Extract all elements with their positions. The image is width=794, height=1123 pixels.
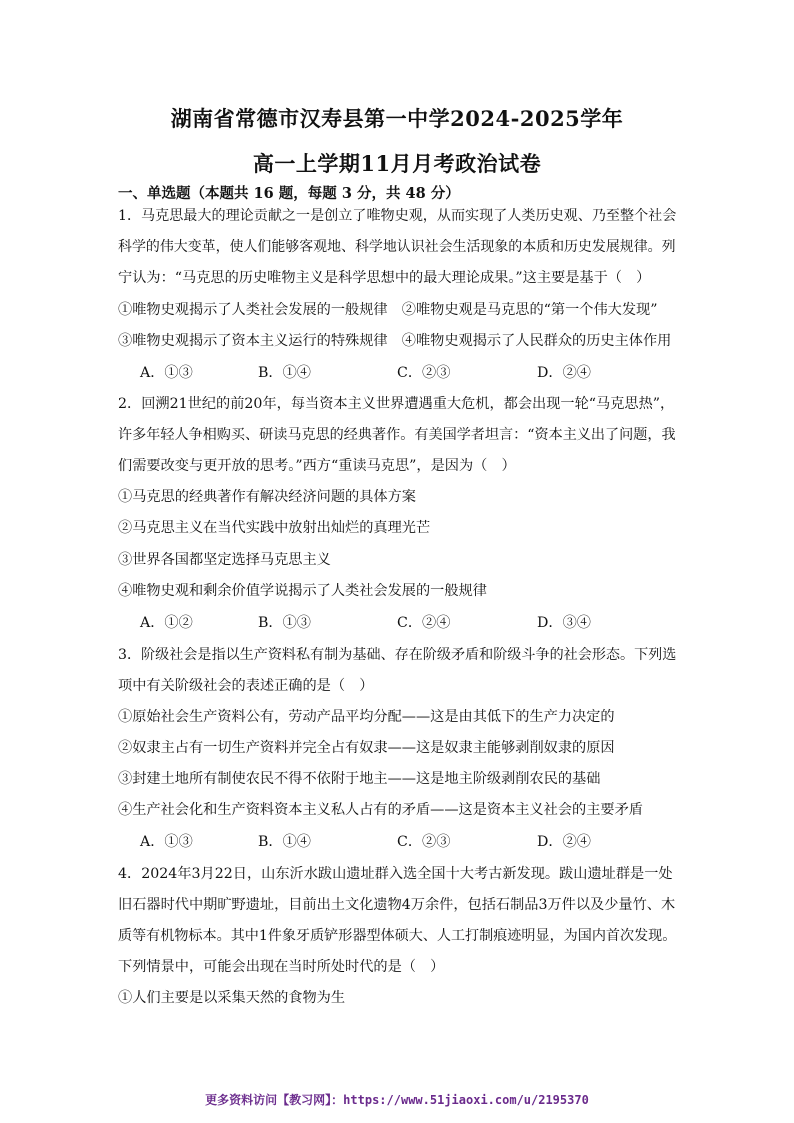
exam-title-line1: 湖南省常德市汉寿县第一中学2024-2025学年 — [170, 106, 624, 131]
option-c: C．②③ — [397, 365, 451, 381]
option-d: D．②④ — [537, 834, 591, 850]
option-d: D．②④ — [537, 365, 591, 381]
statement-line: ②奴隶主占有一切生产资料并完全占有奴隶——这是奴隶主能够剥削奴隶的原因 — [118, 740, 615, 756]
option-a: A．①② — [140, 615, 193, 631]
option-a: A．①③ — [140, 365, 193, 381]
option-c: C．②③ — [397, 834, 451, 850]
question-line: 科学的伟大变革，使人们能够客观地、科学地认识社会生活现象的本质和历史发展规律。列 — [118, 239, 676, 255]
statement-line: ①唯物史观揭示了人类社会发展的一般规律 ②唯物史观是马克思的“第一个伟大发现” — [118, 302, 658, 318]
question-line: 2．回溯21世纪的前20年，每当资本主义世界遭遇重大危机，都会出现一轮“马克思热”， — [118, 396, 675, 412]
option-b: B．①④ — [258, 365, 311, 381]
question-line: 3．阶级社会是指以生产资料私有制为基础、存在阶级矛盾和阶级斗争的社会形态。下列选 — [118, 647, 677, 663]
option-d: D．③④ — [537, 615, 591, 631]
question-line: 1．马克思最大的理论贡献之一是创立了唯物史观，从而实现了人类历史观、乃至整个社会 — [118, 208, 677, 224]
footer-link-text: 更多资料访问【教习网】：https://www.51jiaoxi.com/u/2195370 — [205, 1093, 589, 1107]
option-c: C．②④ — [397, 615, 451, 631]
question-line: 项中有关阶级社会的表述正确的是（ ） — [118, 678, 374, 694]
statement-line: ③唯物史观揭示了资本主义运行的特殊规律 ④唯物史观揭示了人民群众的历史主体作用 — [118, 333, 672, 349]
option-a: A．①③ — [140, 834, 193, 850]
statement-line: ①人们主要是以采集天然的食物为生 — [118, 990, 346, 1006]
statement-line: ④生产社会化和生产资料资本主义私人占有的矛盾——这是资本主义社会的主要矛盾 — [118, 802, 643, 818]
statement-line: ④唯物史观和剩余价值学说揭示了人类社会发展的一般规律 — [118, 583, 487, 599]
option-b: B．①③ — [258, 615, 311, 631]
statement-line: ①原始社会生产资料公有，劳动产品平均分配——这是由其低下的生产力决定的 — [118, 709, 615, 725]
section-heading: 一、单选题（本题共 16 题，每题 3 分，共 48 分） — [118, 185, 460, 202]
question-line: 许多年轻人争相购买、研读马克思的经典著作。有美国学者坦言：“资本主义出了问题，我 — [118, 427, 676, 443]
statement-line: ③世界各国都坚定选择马克思主义 — [118, 552, 331, 568]
question-line: 宁认为：“马克思的历史唯物主义是科学思想中的最大理论成果。”这主要是基于（ ） — [118, 270, 651, 286]
question-line: 质等有机物标本。其中1件象牙质铲形器型体硕大、人工打制痕迹明显，为国内首次发现。 — [118, 928, 677, 944]
statement-line: ②马克思主义在当代实践中放射出灿烂的真理光芒 — [118, 520, 431, 536]
question-line: 4．2024年3月22日，山东沂水跋山遗址群入选全国十大考古新发现。跋山遗址群是一处 — [118, 866, 673, 882]
question-line: 旧石器时代中期旷野遗址，目前出土文化遗物4万余件，包括石制品3万件以及少量竹、木 — [118, 897, 676, 913]
question-line: 下列情景中，可能会出现在当时所处时代的是（ ） — [118, 959, 445, 975]
statement-line: ①马克思的经典著作有解决经济问题的具体方案 — [118, 489, 416, 505]
option-b: B．①④ — [258, 834, 311, 850]
question-line: 们需要改变与更开放的思考。”西方“重读马克思”，是因为（ ） — [118, 458, 516, 474]
statement-line: ③封建土地所有制使农民不得不依附于地主——这是地主阶级剥削农民的基础 — [118, 771, 601, 787]
exam-title-line2: 高一上学期11月月考政治试卷 — [252, 151, 542, 176]
